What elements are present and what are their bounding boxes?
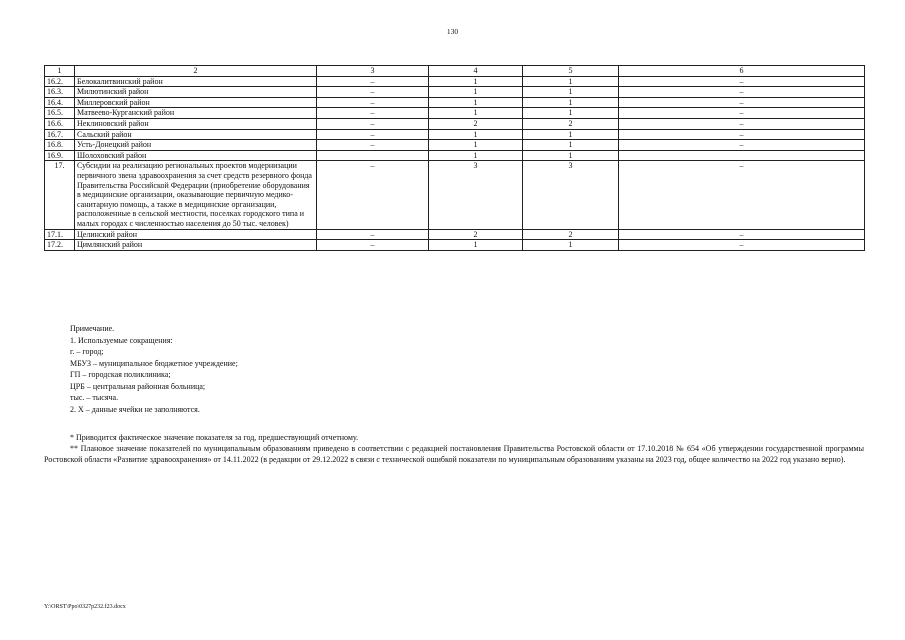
page-number: 130 [446, 27, 459, 36]
value-cell-6: – [619, 76, 865, 87]
row-number-cell: 16.6. [45, 118, 75, 129]
value-cell-4: 1 [429, 140, 523, 151]
value-cell-3: – [317, 108, 429, 119]
row-name-cell: Миллеровский район [75, 97, 317, 108]
table-row [45, 97, 865, 108]
row-number-cell: 16.7. [45, 129, 75, 140]
header-cell: 5 [523, 66, 619, 77]
value-cell-6: – [619, 140, 865, 151]
value-cell-3 [317, 150, 429, 161]
value-cell-4: 1 [429, 97, 523, 108]
value-cell-6: – [619, 108, 865, 119]
value-cell-3: – [317, 87, 429, 98]
value-cell-4: 1 [429, 129, 523, 140]
value-cell-3: – [317, 229, 429, 240]
row-name-cell: Усть-Донецкий район [75, 140, 317, 151]
footnote: ** Плановое значение показателей по муниципальным образованиям приведено в соответствии с редакцией постановления Правительства Ростовской области от 17.10.2018 № 654 «Об утверждении государственной программы Ростовской области «Развитие здравоохранения» от 14.11.2022 (в редакции от 29.12.2022 в связи с технической ошибкой показатели по муниципальным образованиям указаны на 2023 год, общее количество на 2022 год указано верно). [44, 444, 864, 464]
table-header-row [45, 66, 865, 77]
value-cell-4: 3 [429, 161, 523, 229]
data-table [44, 65, 865, 251]
note-line: 2. Х – данные ячейки не заполняются. [70, 404, 200, 414]
header-cell: 6 [619, 66, 865, 77]
footnotes [44, 432, 864, 465]
row-number-cell: 17. [45, 161, 75, 229]
table-row [45, 140, 865, 151]
value-cell-5: 1 [523, 97, 619, 108]
value-cell-6: – [619, 118, 865, 129]
value-cell-5: 1 [523, 87, 619, 98]
value-cell-6: – [619, 129, 865, 140]
row-number-cell: 17.2. [45, 240, 75, 251]
value-cell-3: – [317, 76, 429, 87]
note-block [70, 323, 238, 415]
row-name-cell: Милютинский район [75, 87, 317, 98]
table-row [45, 87, 865, 98]
value-cell-4: 2 [429, 118, 523, 129]
row-number-cell: 16.4. [45, 97, 75, 108]
row-name-cell: Субсидии на реализацию региональных проектов модернизации первичного звена здравоохранения за счет средств резервного фонда Правительства Российской Федерации (приобретение оборудования в медицинские организации, оказывающие первичную медико-санитарную помощь, а также в медицинские организации, расположенные в сельской местности, поселках городского типа и малых городах с численностью населения до 50 тыс. человек) [75, 161, 317, 229]
value-cell-3: – [317, 240, 429, 251]
table-row [45, 229, 865, 240]
row-name-cell: Неклиновский район [75, 118, 317, 129]
header-cell: 4 [429, 66, 523, 77]
value-cell-5: 1 [523, 240, 619, 251]
value-cell-5: 1 [523, 140, 619, 151]
value-cell-5: 1 [523, 76, 619, 87]
value-cell-3: – [317, 140, 429, 151]
value-cell-5: 1 [523, 108, 619, 119]
row-name-cell: Матвеево-Курганский район [75, 108, 317, 119]
note-line: 1. Используемые сокращения: [70, 335, 173, 345]
value-cell-4: 1 [429, 108, 523, 119]
value-cell-3: – [317, 161, 429, 229]
value-cell-5: 2 [523, 118, 619, 129]
row-name-cell: Сальский район [75, 129, 317, 140]
header-cell: 2 [75, 66, 317, 77]
header-cell: 3 [317, 66, 429, 77]
table-row [45, 150, 865, 161]
table-row [45, 129, 865, 140]
value-cell-6: – [619, 97, 865, 108]
footnote: * Приводится фактическое значение показателя за год, предшествующий отчетному. [70, 433, 359, 442]
row-number-cell: 17.1. [45, 229, 75, 240]
value-cell-6 [619, 150, 865, 161]
table-row [45, 118, 865, 129]
row-number-cell: 16.2. [45, 76, 75, 87]
value-cell-5: 1 [523, 129, 619, 140]
row-name-cell: Цимлянский район [75, 240, 317, 251]
value-cell-6: – [619, 161, 865, 229]
table-row [45, 161, 865, 229]
row-number-cell: 16.8. [45, 140, 75, 151]
header-cell: 1 [45, 66, 75, 77]
value-cell-5: 3 [523, 161, 619, 229]
value-cell-5: 2 [523, 229, 619, 240]
value-cell-4: 1 [429, 76, 523, 87]
value-cell-4: 1 [429, 87, 523, 98]
value-cell-4: 2 [429, 229, 523, 240]
row-number-cell: 16.9. [45, 150, 75, 161]
row-number-cell: 16.3. [45, 87, 75, 98]
note-line: ЦРБ – центральная районная больница; [70, 381, 206, 391]
table-row [45, 76, 865, 87]
value-cell-4: 1 [429, 240, 523, 251]
note-line: МБУЗ – муниципальное бюджетное учреждение; [70, 358, 238, 368]
value-cell-3: – [317, 118, 429, 129]
note-title: Примечание. [70, 324, 115, 333]
value-cell-3: – [317, 129, 429, 140]
note-line: ГП – городская поликлиника; [70, 370, 171, 379]
value-cell-6: – [619, 87, 865, 98]
row-name-cell: Белокалитвинский район [75, 76, 317, 87]
note-line: тыс. – тысяча. [70, 393, 119, 402]
value-cell-4: 1 [429, 150, 523, 161]
table-row [45, 240, 865, 251]
row-name-cell: Шолоховский район [75, 150, 317, 161]
row-name-cell: Целинский район [75, 229, 317, 240]
file-path: Y:\ORST\Ppo\0327p232.f23.docx [44, 604, 126, 610]
table-row [45, 108, 865, 119]
row-number-cell: 16.5. [45, 108, 75, 119]
note-line: г. – город; [70, 347, 104, 356]
value-cell-5: 1 [523, 150, 619, 161]
value-cell-6: – [619, 240, 865, 251]
value-cell-6: – [619, 229, 865, 240]
value-cell-3: – [317, 97, 429, 108]
